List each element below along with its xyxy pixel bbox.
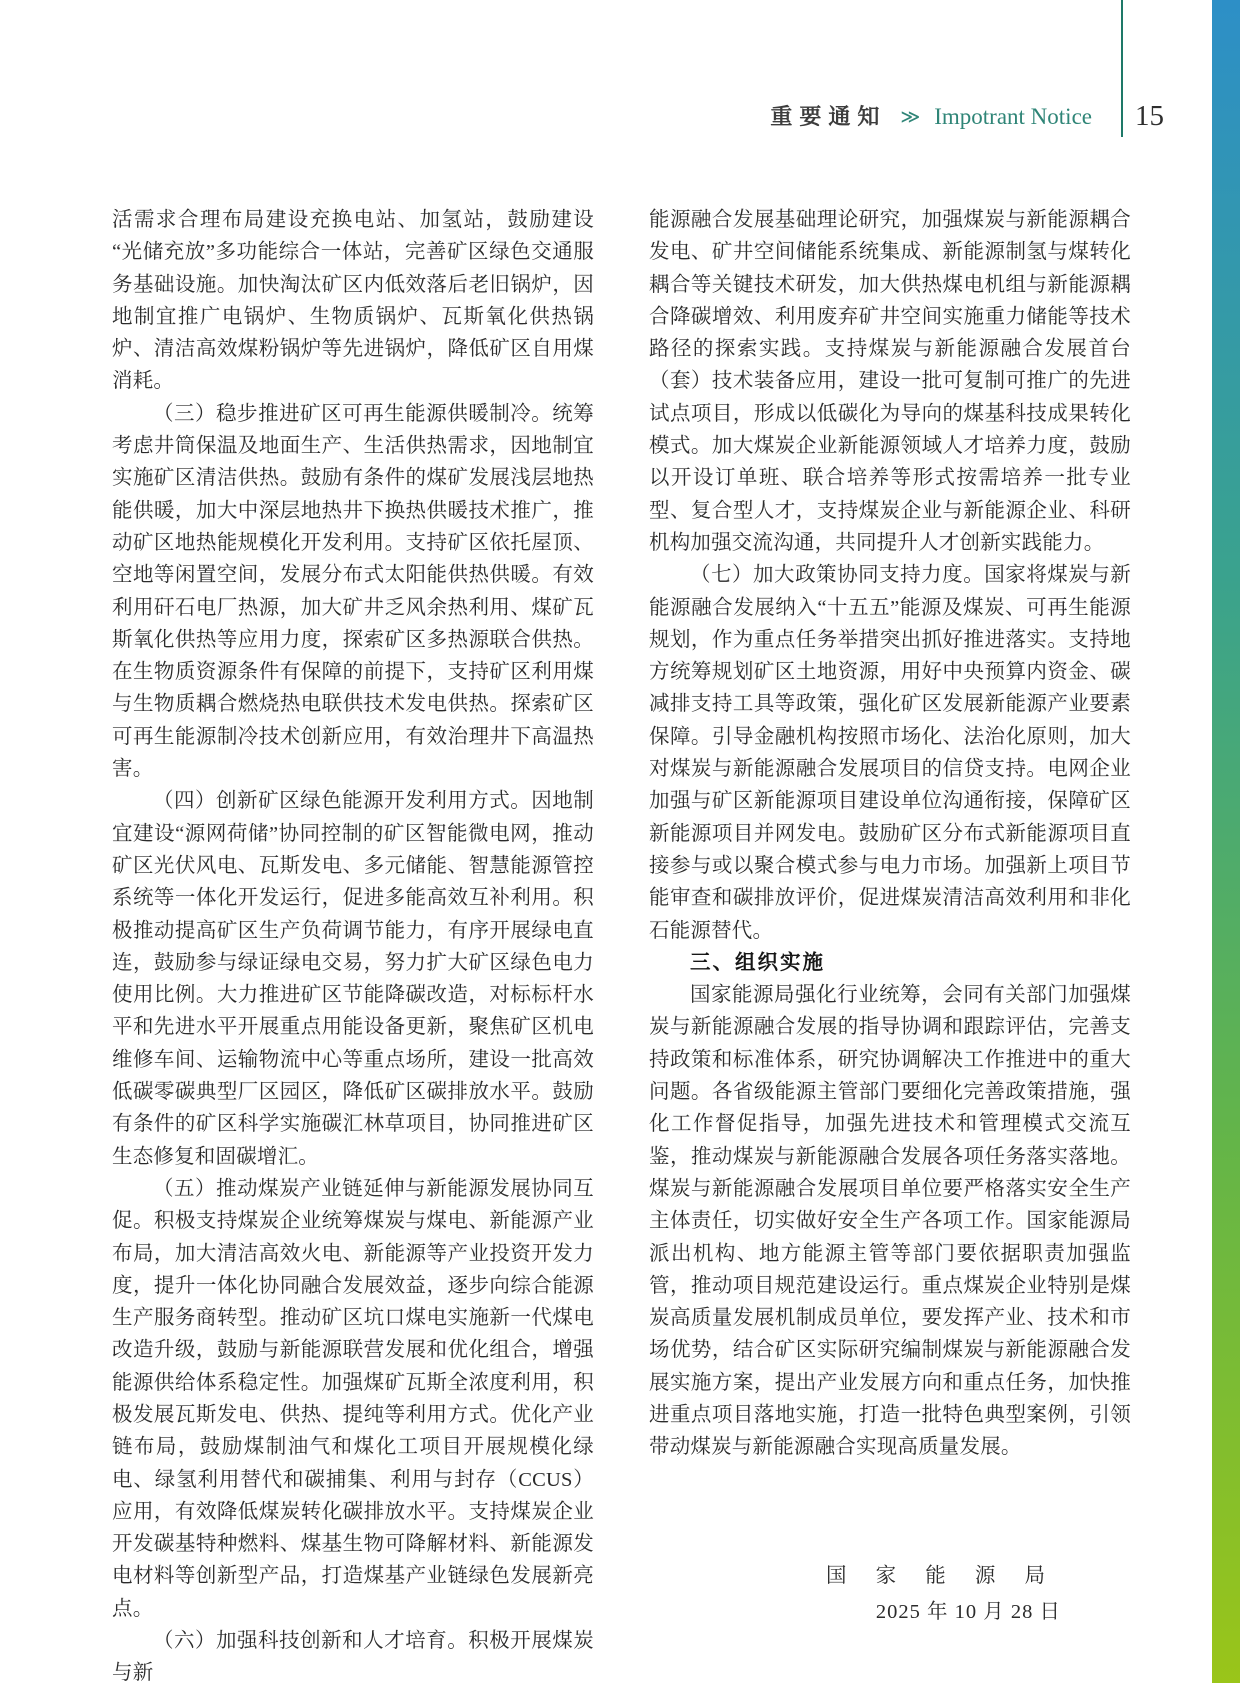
paragraph: 国家能源局强化行业统筹，会同有关部门加强煤炭与新能源融合发展的指导协调和跟踪评估，完善支持政策和标准体系，研究协调解决工作推进中的重大问题。各省级能源主管部门要细化完善政策措施，强化工作督促指导，加强先进技术和管理模式交流互鉴，推动煤炭与新能源融合发展各项任务落实落地。煤炭与新能源融合发展项目单位要严格落实安全生产主体责任，切实做好安全生产各项工作。国家能源局派出机构、地方能源主管等部门要依据职责加强监管，推动项目规范建设运行。重点煤炭企业特别是煤炭高质量发展机制成员单位，要发挥产业、技术和市场优势，结合矿区实际研究编制煤炭与新能源融合发展实施方案，提出产业发展方向和重点任务，加快推进重点项目落地实施，打造一批特色典型案例，引领带动煤炭与新能源融合实现高质量发展。 (649, 984, 1131, 1459)
signoff-date: 2025 年 10 月 28 日 (875, 1600, 1061, 1623)
paragraph: 活需求合理布局建设充换电站、加氢站，鼓励建设“光储充放”多功能综合一体站，完善矿区绿色交通服务基础设施。加快淘汰矿区内低效落后老旧锅炉，因地制宜推广电锅炉、生物质锅炉、瓦斯氧化供热锅炉、清洁高效煤粉锅炉等先进锅炉，降低矿区自用煤消耗。 (112, 209, 594, 393)
paragraph: （七）加大政策协同支持力度。国家将煤炭与新能源融合发展纳入“十五五”能源及煤炭、可再生能源规划，作为重点任务举措突出抓好推进落实。支持地方统筹规划矿区土地资源，用好中央预算内资金、碳减排支持工具等政策，强化矿区发展新能源产业要素保障。引导金融机构按照市场化、法治化原则，加大对煤炭与新能源融合发展项目的信贷支持。电网企业加强与矿区新能源项目建设单位沟通衔接，保障矿区新能源项目并网发电。鼓励矿区分布式新能源项目直接参与或以聚合模式参与电力市场。加强新上项目节能审查和碳排放评价，促进煤炭清洁高效利用和非化石能源替代。 (649, 564, 1131, 942)
header-title-zh: 重要通知 (770, 104, 887, 129)
paragraph: （四）创新矿区绿色能源开发利用方式。因地制宜建设“源网荷储”协同控制的矿区智能微电网，推动矿区光伏风电、瓦斯发电、多元储能、智慧能源管控系统等一体化开发运行，促进多能高效互补利用。积极推动提高矿区生产负荷调节能力，有序开展绿电直连，鼓励参与绿证绿电交易，努力扩大矿区绿色电力使用比例。大力推进矿区节能降碳改造，对标标杆水平和先进水平开展重点用能设备更新，聚焦矿区机电维修车间、运输物流中心等重点场所，建设一批高效低碳零碳典型厂区园区，降低矿区碳排放水平。鼓励有条件的矿区科学实施碳汇林草项目，协同推进矿区生态修复和固碳增汇。 (112, 790, 594, 1168)
header-title-en: Impotrant Notice (934, 104, 1092, 129)
edge-gradient-bar (1212, 0, 1240, 1683)
left-text-column (112, 204, 594, 1683)
signature-block (649, 1560, 1131, 1629)
paragraph: （六）加强科技创新和人才培育。积极开展煤炭与新 (112, 1630, 594, 1683)
page-header (0, 100, 1108, 131)
paragraph: 能源融合发展基础理论研究，加强煤炭与新能源耦合发电、矿井空间储能系统集成、新能源制氢与煤转化耦合等关键技术研发，加大供热煤电机组与新能源耦合降碳增效、利用废弃矿井空间实施重力储能等技术路径的探索实践。支持煤炭与新能源融合发展首台（套）技术装备应用，建设一批可复制可推广的先进试点项目，形成以低碳化为导向的煤基科技成果转化模式。加大煤炭企业新能源领域人才培养力度，鼓励以开设订单班、联合培养等形式按需培养一批专业型、复合型人才，支持煤炭企业与新能源企业、科研机构加强交流沟通，共同提升人才创新实践能力。 (649, 209, 1131, 554)
page-number: 15 (1135, 100, 1164, 132)
double-chevron-icon: ≫ (900, 107, 921, 128)
paragraph: （三）稳步推进矿区可再生能源供暖制冷。统筹考虑井筒保温及地面生产、生活供热需求，因地制宜实施矿区清洁供热。鼓励有条件的煤矿发展浅层地热能供暖，加大中深层地热井下换热供暖技术推广，推动矿区地热能规模化开发利用。支持矿区依托屋顶、空地等闲置空间，发展分布式太阳能供热供暖。有效利用矸石电厂热源，加大矿井乏风余热利用、煤矿瓦斯氧化供热等应用力度，探索矿区多热源联合供热。在生物质资源条件有保障的前提下，支持矿区利用煤与生物质耦合燃烧热电联供技术发电供热。探索矿区可再生能源制冷技术创新应用，有效治理井下高温热害。 (112, 402, 594, 781)
signoff-organization: 国 家 能 源 局 (826, 1564, 1057, 1587)
header-divider (1121, 0, 1123, 137)
right-column-paragraphs (649, 204, 1131, 1464)
section-heading: 三、组织实施 (690, 950, 825, 974)
right-text-column (649, 204, 1131, 1628)
paragraph: （五）推动煤炭产业链延伸与新能源发展协同互促。积极支持煤炭企业统筹煤炭与煤电、新能源产业布局，加大清洁高效火电、新能源等产业投资开发力度，提升一体化协同融合发展效益，逐步向综合能源生产服务商转型。推动矿区坑口煤电实施新一代煤电改造升级，鼓励与新能源联营发展和优化组合，增强能源供给体系稳定性。加强煤矿瓦斯全浓度利用，积极发展瓦斯发电、供热、提纯等利用方式。优化产业链布局，鼓励煤制油气和煤化工项目开展规模化绿电、绿氢利用替代和碳捕集、利用与封存（CCUS）应用，有效降低煤炭转化碳排放水平。支持煤炭企业开发碳基特种燃料、煤基生物可降解材料、新能源发电材料等创新型产品，打造煤基产业链绿色发展新亮点。 (112, 1177, 594, 1620)
